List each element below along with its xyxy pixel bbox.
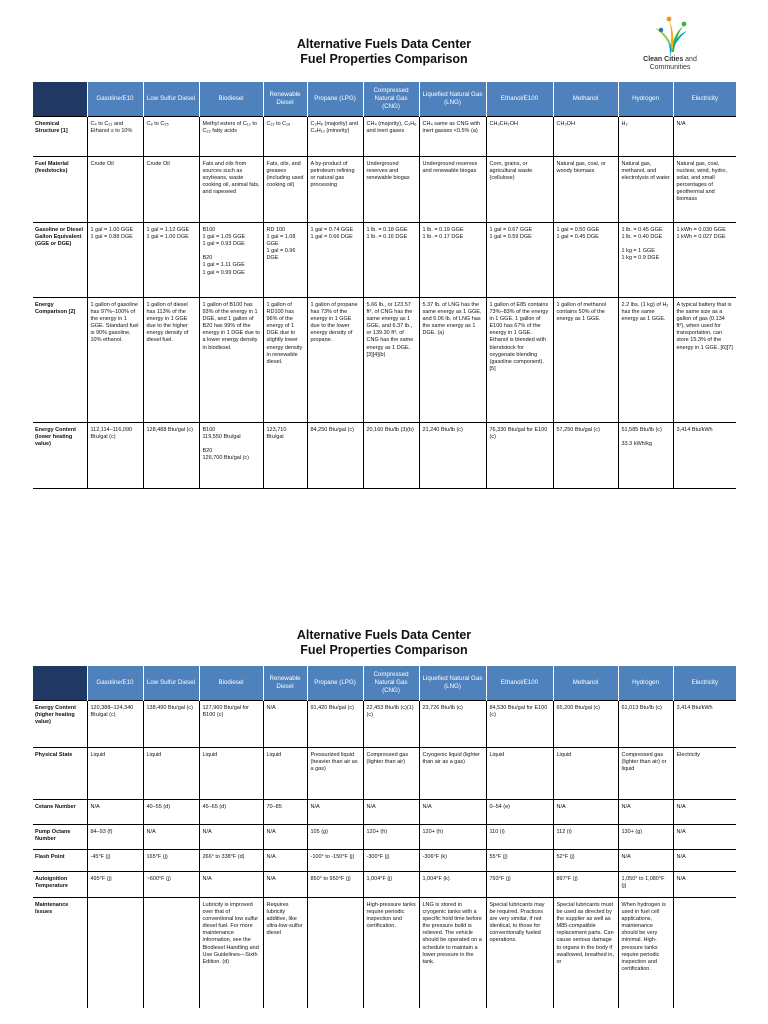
fuel-properties-table xyxy=(33,82,736,489)
table-cell: 1 lb. = 0.45 GGE 1 lb. = 0.40 DGE 1 kg = 1 GGE 1 kg = 0.9 DGE xyxy=(618,223,673,298)
table-cell: 1 gal = 0.74 GGE 1 gal = 0.66 DGE xyxy=(307,223,363,298)
table-cell: 105 (g) xyxy=(307,825,363,850)
title-line-2: Fuel Properties Comparison xyxy=(300,52,468,66)
column-header: Biodiesel xyxy=(199,666,263,701)
table-row xyxy=(33,748,736,800)
table-cell: 84,530 Btu/gal for E100 (c) xyxy=(486,701,553,748)
table-cell: Natural gas, coal, nuclear, wind, hydro, solar, and small percentages of geothermal and biomass xyxy=(673,157,736,223)
logo-text-line-2: Communities xyxy=(649,64,691,71)
table-cell: N/A xyxy=(673,850,736,872)
table-cell: Crude Oil xyxy=(143,157,199,223)
table-cell: 70–85 xyxy=(263,800,307,825)
table-row xyxy=(33,117,736,157)
header-corner-cell xyxy=(33,666,87,701)
header-row xyxy=(33,666,736,701)
table-row xyxy=(33,850,736,872)
row-label: Cetane Number xyxy=(33,800,87,825)
table-cell: 1 gal = 1.00 GGE 1 gal = 0.88 DGE xyxy=(87,223,143,298)
clean-cities-logo xyxy=(630,16,710,72)
table-cell: Liquid xyxy=(553,748,618,800)
column-header: Propane (LPG) xyxy=(307,82,363,117)
table-cell: 165°F (j) xyxy=(143,850,199,872)
table-cell: N/A xyxy=(618,800,673,825)
table-cell: 120,388–124,340 Btu/gal (c) xyxy=(87,701,143,748)
row-label: Gasoline or Diesel Gallon Equivalent (GGE or DGE) xyxy=(33,223,87,298)
table-cell: Compressed gas (lighter than air) xyxy=(363,748,419,800)
table-cell: N/A xyxy=(307,800,363,825)
table-cell: N/A xyxy=(673,117,736,157)
table-cell: 112 (i) xyxy=(553,825,618,850)
table-cell: N/A xyxy=(199,825,263,850)
table-cell: 1 gallon of E85 contains 73%–83% of the energy in 1 GGE. 1 gallon of E100 has 67% of the energy in 1 GGE. Ethanol is blended with blendstock for oxygenate blending (gasoline component). [5] xyxy=(486,298,553,423)
table-cell: 793°F (j) xyxy=(486,872,553,898)
table-row xyxy=(33,872,736,898)
table-cell: 1 gal = 1.12 GGE 1 gal = 1.00 DGE xyxy=(143,223,199,298)
column-header: Gasoline/E10 xyxy=(87,666,143,701)
row-label: Autoignition Temperature xyxy=(33,872,87,898)
table-cell: 120+ (h) xyxy=(363,825,419,850)
page-2 xyxy=(0,620,768,1024)
table-cell: 127,960 Btu/gal for B100 (c) xyxy=(199,701,263,748)
row-label: Pump Octane Number xyxy=(33,825,87,850)
table-cell: N/A xyxy=(263,825,307,850)
column-header: Ethanol/E100 xyxy=(486,82,553,117)
table-cell: 5.37 lb. of LNG has the same energy as 1 GGE, and 6.06 lb. of LNG has the same energy as 1 DGE. (a) xyxy=(419,298,486,423)
table-cell: N/A xyxy=(363,800,419,825)
title-line-1: Alternative Fuels Data Center xyxy=(296,37,472,51)
table-cell: Fats and oils from sources such as soybeans, waste cooking oil, animal fats, and rapeseed xyxy=(199,157,263,223)
table-cell: Natural gas, methanol, and electrolysis of water xyxy=(618,157,673,223)
table-cell: -306°F (k) xyxy=(419,850,486,872)
table-cell: Requires lubricity additive, like ultra-low-sulfur diesel xyxy=(263,898,307,1008)
table-cell: 65,200 Btu/gal (c) xyxy=(553,701,618,748)
table-cell: Liquid xyxy=(263,748,307,800)
table-cell: Electricity xyxy=(673,748,736,800)
column-header: Electricity xyxy=(673,666,736,701)
table-cell xyxy=(143,898,199,1008)
table-cell: 3,414 Btu/kWh xyxy=(673,423,736,489)
table-cell: 120+ (h) xyxy=(419,825,486,850)
table-cell: 84,250 Btu/gal (c) xyxy=(307,423,363,489)
table-cell: N/A xyxy=(143,825,199,850)
table-cell: Liquid xyxy=(199,748,263,800)
table-row xyxy=(33,701,736,748)
table-row xyxy=(33,898,736,1008)
table-cell: -100° to -150°F (j) xyxy=(307,850,363,872)
table-cell: A typical battery that is the same size as a gallon of gas (0.134 ft³), when used for transportation, can store 15.3% of the energy in 1 GGE. [6][7] xyxy=(673,298,736,423)
table-cell: C₁₅ to C₁₈ xyxy=(263,117,307,157)
table-cell xyxy=(307,898,363,1008)
column-header: Low Sulfur Diesel xyxy=(143,666,199,701)
table-cell: 1 lb. = 0.18 GGE 1 lb. = 0.16 DGE xyxy=(363,223,419,298)
row-label: Fuel Material (feedstocks) xyxy=(33,157,87,223)
row-label: Maintenance Issues xyxy=(33,898,87,1008)
table-cell: Lubricity is improved over that of conventional low sulfur diesel fuel. For more maintenance information, see the Biodiesel Handling and Use Guidelines—Sixth Edition. (d) xyxy=(199,898,263,1008)
row-label: Energy Content (higher heating value) xyxy=(33,701,87,748)
table-cell: Natural gas, coal, or woody biomass xyxy=(553,157,618,223)
table-cell: 45–65 (d) xyxy=(199,800,263,825)
table-cell: H₂ xyxy=(618,117,673,157)
clean-cities-logo-icon xyxy=(653,16,687,56)
table-cell: 1 gallon of gasoline has 97%–100% of the energy in 1 GGE. Standard fuel is 90% gasoline, 10% ethanol. xyxy=(87,298,143,423)
table-cell: 57,250 Btu/gal (c) xyxy=(553,423,618,489)
table-cell: N/A xyxy=(419,800,486,825)
table-cell: A by-product of petroleum refining or natural gas processing xyxy=(307,157,363,223)
row-label: Energy Content (lower heating value) xyxy=(33,423,87,489)
table-cell: 112,114–116,090 Btu/gal (c) xyxy=(87,423,143,489)
column-header: Gasoline/E10 xyxy=(87,82,143,117)
column-header: Propane (LPG) xyxy=(307,666,363,701)
table-cell: 130+ (g) xyxy=(618,825,673,850)
table-cell: 110 (i) xyxy=(486,825,553,850)
table-cell: Pressurized liquid (heavier than air as a gas) xyxy=(307,748,363,800)
column-header: Renewable Diesel xyxy=(263,666,307,701)
table-cell: High-pressure tanks require periodic inspection and certification. xyxy=(363,898,419,1008)
table-cell: 1 gal = 0.67 GGE 1 gal = 0.59 DGE xyxy=(486,223,553,298)
table-cell: 1 kWh = 0.030 GGE 1 kWh = 0.027 DGE xyxy=(673,223,736,298)
header-corner-cell xyxy=(33,82,87,117)
table-cell: 1 gallon of diesel has 113% of the energy in 1 GGE due to the higher energy density of diesel fuel. xyxy=(143,298,199,423)
table-cell: 5.66 lb., or 123.57 ft³, of CNG has the same energy as 1 GGE, and 6.37 lb., or 139.30 ft³, of CNG has the same energy as 1 DGE. [3][4](b) xyxy=(363,298,419,423)
table-cell: -45°F (j) xyxy=(87,850,143,872)
table-cell: Special lubricants must be used as directed by the supplier as well as M85-compatible replacement parts. Can cause serious damage to organs in the body if swallowed, breathed in, or xyxy=(553,898,618,1008)
table-cell: 40–55 (d) xyxy=(143,800,199,825)
table-cell: 897°F (j) xyxy=(553,872,618,898)
column-header: Hydrogen xyxy=(618,82,673,117)
column-header: Biodiesel xyxy=(199,82,263,117)
header-row xyxy=(33,82,736,117)
table-cell: 1,004°F (j) xyxy=(363,872,419,898)
table-cell: Underground reserves and renewable biogas xyxy=(363,157,419,223)
table-cell: 23,726 Btu/lb (c) xyxy=(419,701,486,748)
table-cell: C₃H₈ (majority) and C₄H₁₀ (minority) xyxy=(307,117,363,157)
table-row xyxy=(33,825,736,850)
table-row xyxy=(33,157,736,223)
table-cell: LNG is stored in cryogenic tanks with a specific hold time before the pressure build is relieved. The vehicle should be operated on a schedule to maintain a lower pressure in the tank. xyxy=(419,898,486,1008)
column-header: Electricity xyxy=(673,82,736,117)
column-header: Methanol xyxy=(553,82,618,117)
table-cell: N/A xyxy=(673,825,736,850)
table-cell: 20,160 Btu/lb (3)(b) xyxy=(363,423,419,489)
table-cell: -300°F (j) xyxy=(363,850,419,872)
table-cell: 1 gallon of RD100 has 96% of the energy of 1 DGE due to slightly lower energy density in renewable diesel. xyxy=(263,298,307,423)
table-cell: 266° to 338°F (d) xyxy=(199,850,263,872)
table-cell: 22,453 Btu/lb (c)(1)(c) xyxy=(363,701,419,748)
title-line-2: Fuel Properties Comparison xyxy=(300,643,468,657)
page-header xyxy=(0,0,768,74)
table-cell: 21,240 Btu/lb (c) xyxy=(419,423,486,489)
column-header: Hydrogen xyxy=(618,666,673,701)
table-cell: C₈ to C₂₅ xyxy=(143,117,199,157)
table-cell: Liquid xyxy=(486,748,553,800)
table-cell: C₄ to C₁₂ and Ethanol ≤ to 10% xyxy=(87,117,143,157)
table-cell: When hydrogen is used in fuel cell applications, maintenance should be very minimal. High-pressure tanks require periodic inspection and certification. xyxy=(618,898,673,1008)
table-cell: B100 119,550 Btu/gal B20 126,700 Btu/gal (c) xyxy=(199,423,263,489)
table-cell: 0–54 (e) xyxy=(486,800,553,825)
column-header: Liquefied Natural Gas (LNG) xyxy=(419,666,486,701)
table-cell xyxy=(673,898,736,1008)
table-cell: 91,420 Btu/gal (c) xyxy=(307,701,363,748)
table-cell: CH₄ same as CNG with inert gasses <0.5% (a) xyxy=(419,117,486,157)
document-title xyxy=(0,628,768,658)
table-cell: Liquid xyxy=(87,748,143,800)
table-cell: 61,013 Btu/lb (c) xyxy=(618,701,673,748)
table-cell: 51,585 Btu/lb (c) 33.3 kWh/kg xyxy=(618,423,673,489)
table-cell: Liquid xyxy=(143,748,199,800)
row-label: Energy Comparison [2] xyxy=(33,298,87,423)
table-cell: N/A xyxy=(263,850,307,872)
table-cell: 850° to 950°F (j) xyxy=(307,872,363,898)
table-cell: N/A xyxy=(263,701,307,748)
table-cell: 55°F (j) xyxy=(486,850,553,872)
row-label: Flash Point xyxy=(33,850,87,872)
table-cell: 123,710 Btu/gal xyxy=(263,423,307,489)
row-label: Chemical Structure [1] xyxy=(33,117,87,157)
table-cell: Crude Oil xyxy=(87,157,143,223)
table-cell: 1 lb. = 0.19 GGE 1 lb. = 0.17 DGE xyxy=(419,223,486,298)
table-row xyxy=(33,423,736,489)
table-cell: 3,414 Btu/kWh xyxy=(673,701,736,748)
table-cell: 1,004°F (k) xyxy=(419,872,486,898)
logo-text-line-1: Clean Cities and xyxy=(643,56,697,63)
table-cell: N/A xyxy=(87,800,143,825)
table-cell: Corn, grains, or agricultural waste (cellulose) xyxy=(486,157,553,223)
table-cell: Fats, oils, and greases (including used cooking oil) xyxy=(263,157,307,223)
table-cell: 84–93 (f) xyxy=(87,825,143,850)
table-cell: 128,488 Btu/gal (c) xyxy=(143,423,199,489)
table-cell: B100 1 gal = 1.05 GGE 1 gal = 0.93 DGE B20 1 gal = 1.11 GGE 1 gal = 0.99 DGE xyxy=(199,223,263,298)
column-header: Ethanol/E100 xyxy=(486,666,553,701)
table-cell: 1,050° to 1,080°F (j) xyxy=(618,872,673,898)
column-header: Compressed Natural Gas (CNG) xyxy=(363,82,419,117)
table-cell: N/A xyxy=(263,872,307,898)
table-cell: Underground reserves and renewable biogas xyxy=(419,157,486,223)
table-cell: 52°F (j) xyxy=(553,850,618,872)
table-cell xyxy=(87,898,143,1008)
table-cell: N/A xyxy=(673,800,736,825)
column-header: Compressed Natural Gas (CNG) xyxy=(363,666,419,701)
table-cell: N/A xyxy=(553,800,618,825)
table-cell: Methyl esters of C₁₂ to C₂₂ fatty acids xyxy=(199,117,263,157)
row-label: Physical State xyxy=(33,748,87,800)
table-row xyxy=(33,298,736,423)
table-cell: CH₄ (majority), C₂H₆ and inert gases xyxy=(363,117,419,157)
table-cell: 495°F (j) xyxy=(87,872,143,898)
title-line-1: Alternative Fuels Data Center xyxy=(296,628,472,642)
table-cell: N/A xyxy=(673,872,736,898)
table-cell: 1 gallon of B100 has 93% of the energy in 1 DGE, and 1 gallon of B20 has 99% of the energy in 1 DGE due to a lower energy density in biodiesel. xyxy=(199,298,263,423)
table-cell: ~600°F (j) xyxy=(143,872,199,898)
fuel-properties-table xyxy=(33,666,736,1008)
table-cell: 1 gallon of propane has 73% of the energy in 1 GGE due to the lower energy density of propane. xyxy=(307,298,363,423)
table-cell: 76,330 Btu/gal for E100 (c) xyxy=(486,423,553,489)
column-header: Methanol xyxy=(553,666,618,701)
table-cell: 138,490 Btu/gal (c) xyxy=(143,701,199,748)
table-cell: Special lubricants may be required. Practices are very similar, if not identical, to those for conventionally fueled operations. xyxy=(486,898,553,1008)
table-cell: N/A xyxy=(618,850,673,872)
table-cell: 1 gal = 0.50 GGE 1 gal = 0.45 DGE xyxy=(553,223,618,298)
column-header: Low Sulfur Diesel xyxy=(143,82,199,117)
table-cell: N/A xyxy=(199,872,263,898)
table-cell: 1 gallon of methanol contains 50% of the energy as 1 GGE. xyxy=(553,298,618,423)
table-cell: Cryogenic liquid (lighter than air as a gas) xyxy=(419,748,486,800)
table-cell: Compressed gas (lighter than air) or liquid xyxy=(618,748,673,800)
table-row xyxy=(33,800,736,825)
column-header: Liquefied Natural Gas (LNG) xyxy=(419,82,486,117)
table-cell: CH₃OH xyxy=(553,117,618,157)
table-cell: CH₃CH₂OH xyxy=(486,117,553,157)
table-row xyxy=(33,223,736,298)
table-cell: 2.2 lbs. (1 kg) of H₂ has the same energy as 1 GGE. xyxy=(618,298,673,423)
column-header: Renewable Diesel xyxy=(263,82,307,117)
table-cell: RD 100 1 gal = 1.08 GGE 1 gal = 0.96 DGE xyxy=(263,223,307,298)
